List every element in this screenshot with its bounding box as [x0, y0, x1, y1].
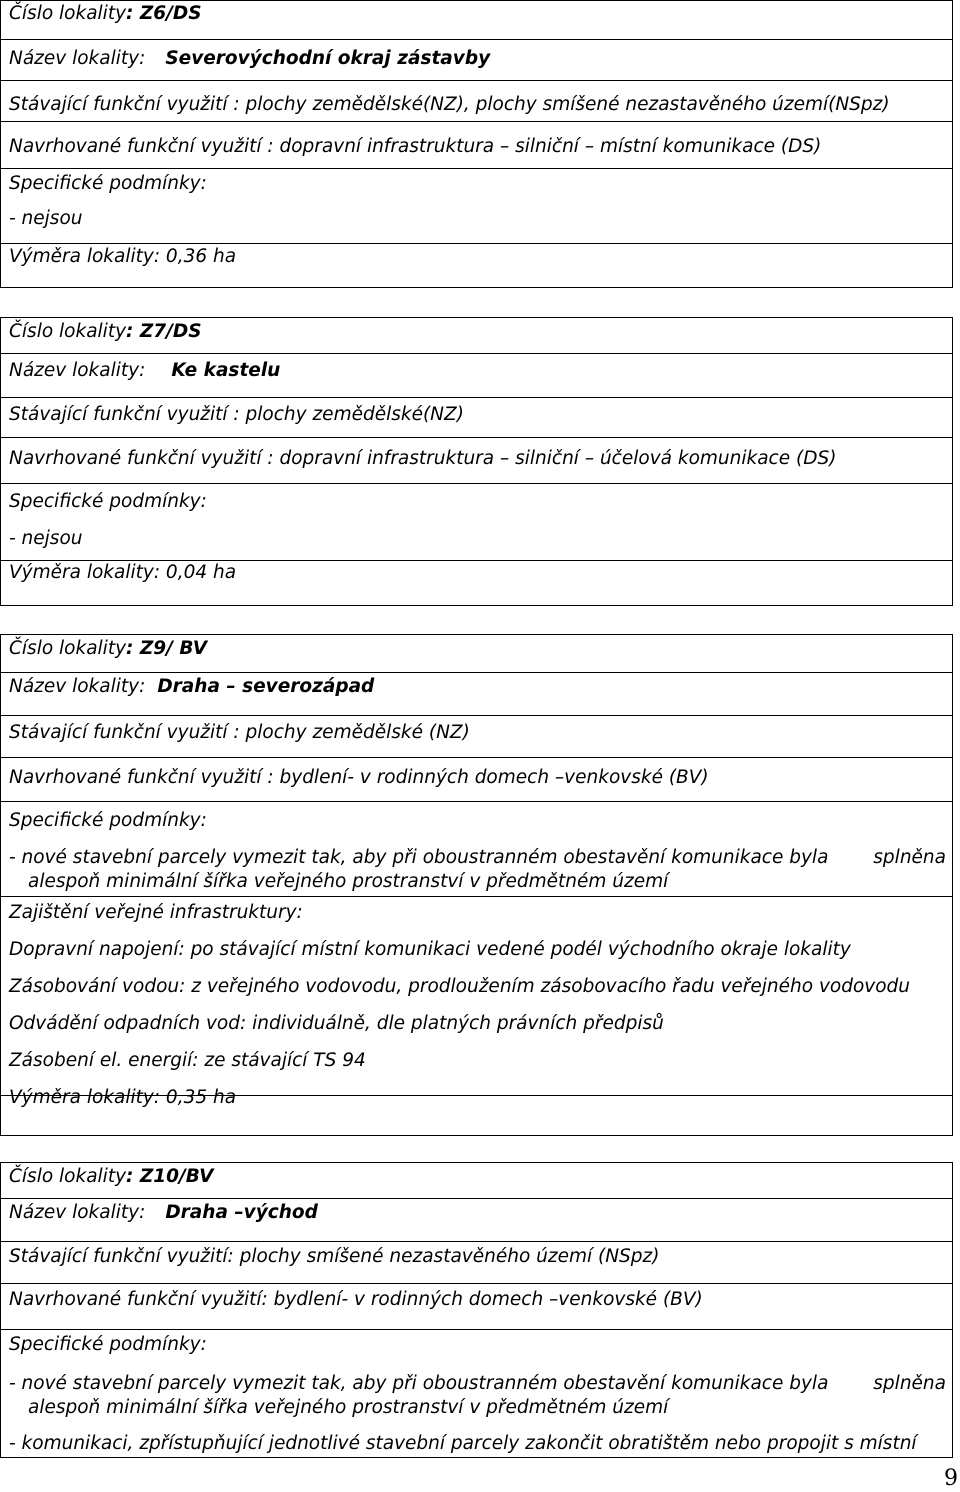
locality-table-z6 — [0, 0, 953, 288]
navrhovane-row — [0, 122, 953, 169]
podminky-label: Specifické podmínky: — [9, 491, 207, 512]
stavajici-row — [0, 398, 953, 438]
nazev-label: Název lokality: — [9, 48, 146, 69]
podminky-line-1-left: - nové stavební parcely vymezit tak, aby při oboustranném obestavění komunikace byla — [9, 847, 829, 868]
navrhovane-row — [0, 1284, 953, 1330]
vymera-row — [0, 244, 953, 288]
cislo-label: Číslo lokality — [9, 3, 127, 24]
cislo-row — [0, 0, 953, 40]
podminky-line-3: - komunikaci, zpřístupňující jednotlivé stavební parcely zakončit obratištěm nebo propojit s místní — [9, 1433, 917, 1454]
navrhovane-text: Navrhované funkční využití : dopravní infrastruktura – silniční – účelová komunikace (DS) — [9, 448, 837, 469]
podminky-line-1-right: splněna — [873, 1373, 946, 1394]
podminky-label: Specifické podmínky: — [9, 810, 207, 831]
infra-label: Zajištění veřejné infrastruktury: — [9, 902, 303, 923]
nazev-row — [0, 1199, 953, 1242]
locality-table-z9 — [0, 634, 953, 1136]
nazev-row — [0, 354, 953, 398]
stavajici-text: Stávající funkční využití : plochy zemědělské (NZ) — [9, 722, 470, 743]
cislo-row — [0, 317, 953, 354]
podminky-row — [0, 802, 953, 897]
infra-el: Zásobení el. energií: ze stávající TS 94 — [9, 1050, 366, 1071]
cislo-row — [0, 634, 953, 673]
infra-odpad: Odvádění odpadních vod: individuálně, dle platných právních předpisů — [9, 1013, 664, 1034]
podminky-line-1 — [9, 847, 946, 869]
cislo-value: : Z9/ BV — [126, 638, 208, 659]
podminky-line-1-left: - nové stavební parcely vymezit tak, aby při oboustranném obestavění komunikace byla — [9, 1373, 829, 1394]
stavajici-text: Stávající funkční využití : plochy zemědělské(NZ), plochy smíšené nezastavěného území(NSpz) — [9, 94, 890, 115]
stavajici-text: Stávající funkční využití : plochy zemědělské(NZ) — [9, 404, 464, 425]
cislo-value: : Z10/BV — [126, 1166, 214, 1187]
nazev-label: Název lokality: — [9, 676, 146, 697]
podminky-line-2: alespoň minimální šířka veřejného prostranství v předmětném území — [28, 871, 669, 892]
vymera-text: Výměra lokality: 0,35 ha — [9, 1087, 237, 1108]
page-number: 9 — [944, 1466, 958, 1491]
stavajici-row — [0, 716, 953, 758]
podminky-line-1 — [9, 1373, 946, 1395]
navrhovane-row — [0, 438, 953, 484]
navrhovane-text: Navrhované funkční využití : dopravní infrastruktura – silniční – místní komunikace (DS) — [9, 136, 822, 157]
podminky-label: Specifické podmínky: — [9, 1334, 207, 1355]
locality-table-z10 — [0, 1162, 953, 1458]
nazev-row — [0, 40, 953, 81]
stavajici-row — [0, 1242, 953, 1284]
podminky-line-2: alespoň minimální šířka veřejného prostranství v předmětném území — [28, 1397, 669, 1418]
vymera-text: Výměra lokality: 0,04 ha — [9, 562, 237, 583]
cislo-row — [0, 1162, 953, 1199]
podminky-row — [0, 1330, 953, 1458]
podminky-line-1-right: splněna — [873, 847, 946, 868]
nazev-value: Ke kastelu — [171, 360, 281, 381]
cislo-value: : Z7/DS — [126, 321, 202, 342]
nazev-label: Název lokality: — [9, 360, 146, 381]
podminky-row — [0, 484, 953, 561]
cislo-label: Číslo lokality — [9, 321, 127, 342]
navrhovane-text: Navrhované funkční využití: bydlení- v rodinných domech –venkovské (BV) — [9, 1289, 703, 1310]
navrhovane-text: Navrhované funkční využití : bydlení- v rodinných domech –venkovské (BV) — [9, 767, 709, 788]
nazev-value: Severovýchodní okraj zástavby — [165, 48, 491, 69]
podminky-label: Specifické podmínky: — [9, 173, 207, 194]
nazev-value: Draha – severozápad — [157, 676, 375, 697]
nazev-value: Draha –východ — [165, 1202, 318, 1223]
infra-voda: Zásobování vodou: z veřejného vodovodu, prodloužením zásobovacího řadu veřejného vodovodu — [9, 976, 911, 997]
stavajici-text: Stávající funkční využití: plochy smíšené nezastavěného území (NSpz) — [9, 1246, 660, 1267]
vymera-row — [0, 561, 953, 606]
nazev-row — [0, 673, 953, 716]
vymera-text: Výměra lokality: 0,36 ha — [9, 246, 237, 267]
locality-table-z7 — [0, 317, 953, 606]
nazev-label: Název lokality: — [9, 1202, 146, 1223]
infra-row — [0, 897, 953, 1108]
podminky-value: - nejsou — [9, 528, 83, 549]
cislo-label: Číslo lokality — [9, 1166, 127, 1187]
infra-doprava: Dopravní napojení: po stávající místní komunikaci vedené podél východního okraje lokality — [9, 939, 851, 960]
navrhovane-row — [0, 758, 953, 802]
podminky-value: - nejsou — [9, 208, 83, 229]
podminky-row — [0, 169, 953, 244]
cislo-label: Číslo lokality — [9, 638, 127, 659]
vymera-spacer-row — [0, 1096, 953, 1136]
stavajici-row — [0, 81, 953, 122]
cislo-value: : Z6/DS — [126, 3, 202, 24]
